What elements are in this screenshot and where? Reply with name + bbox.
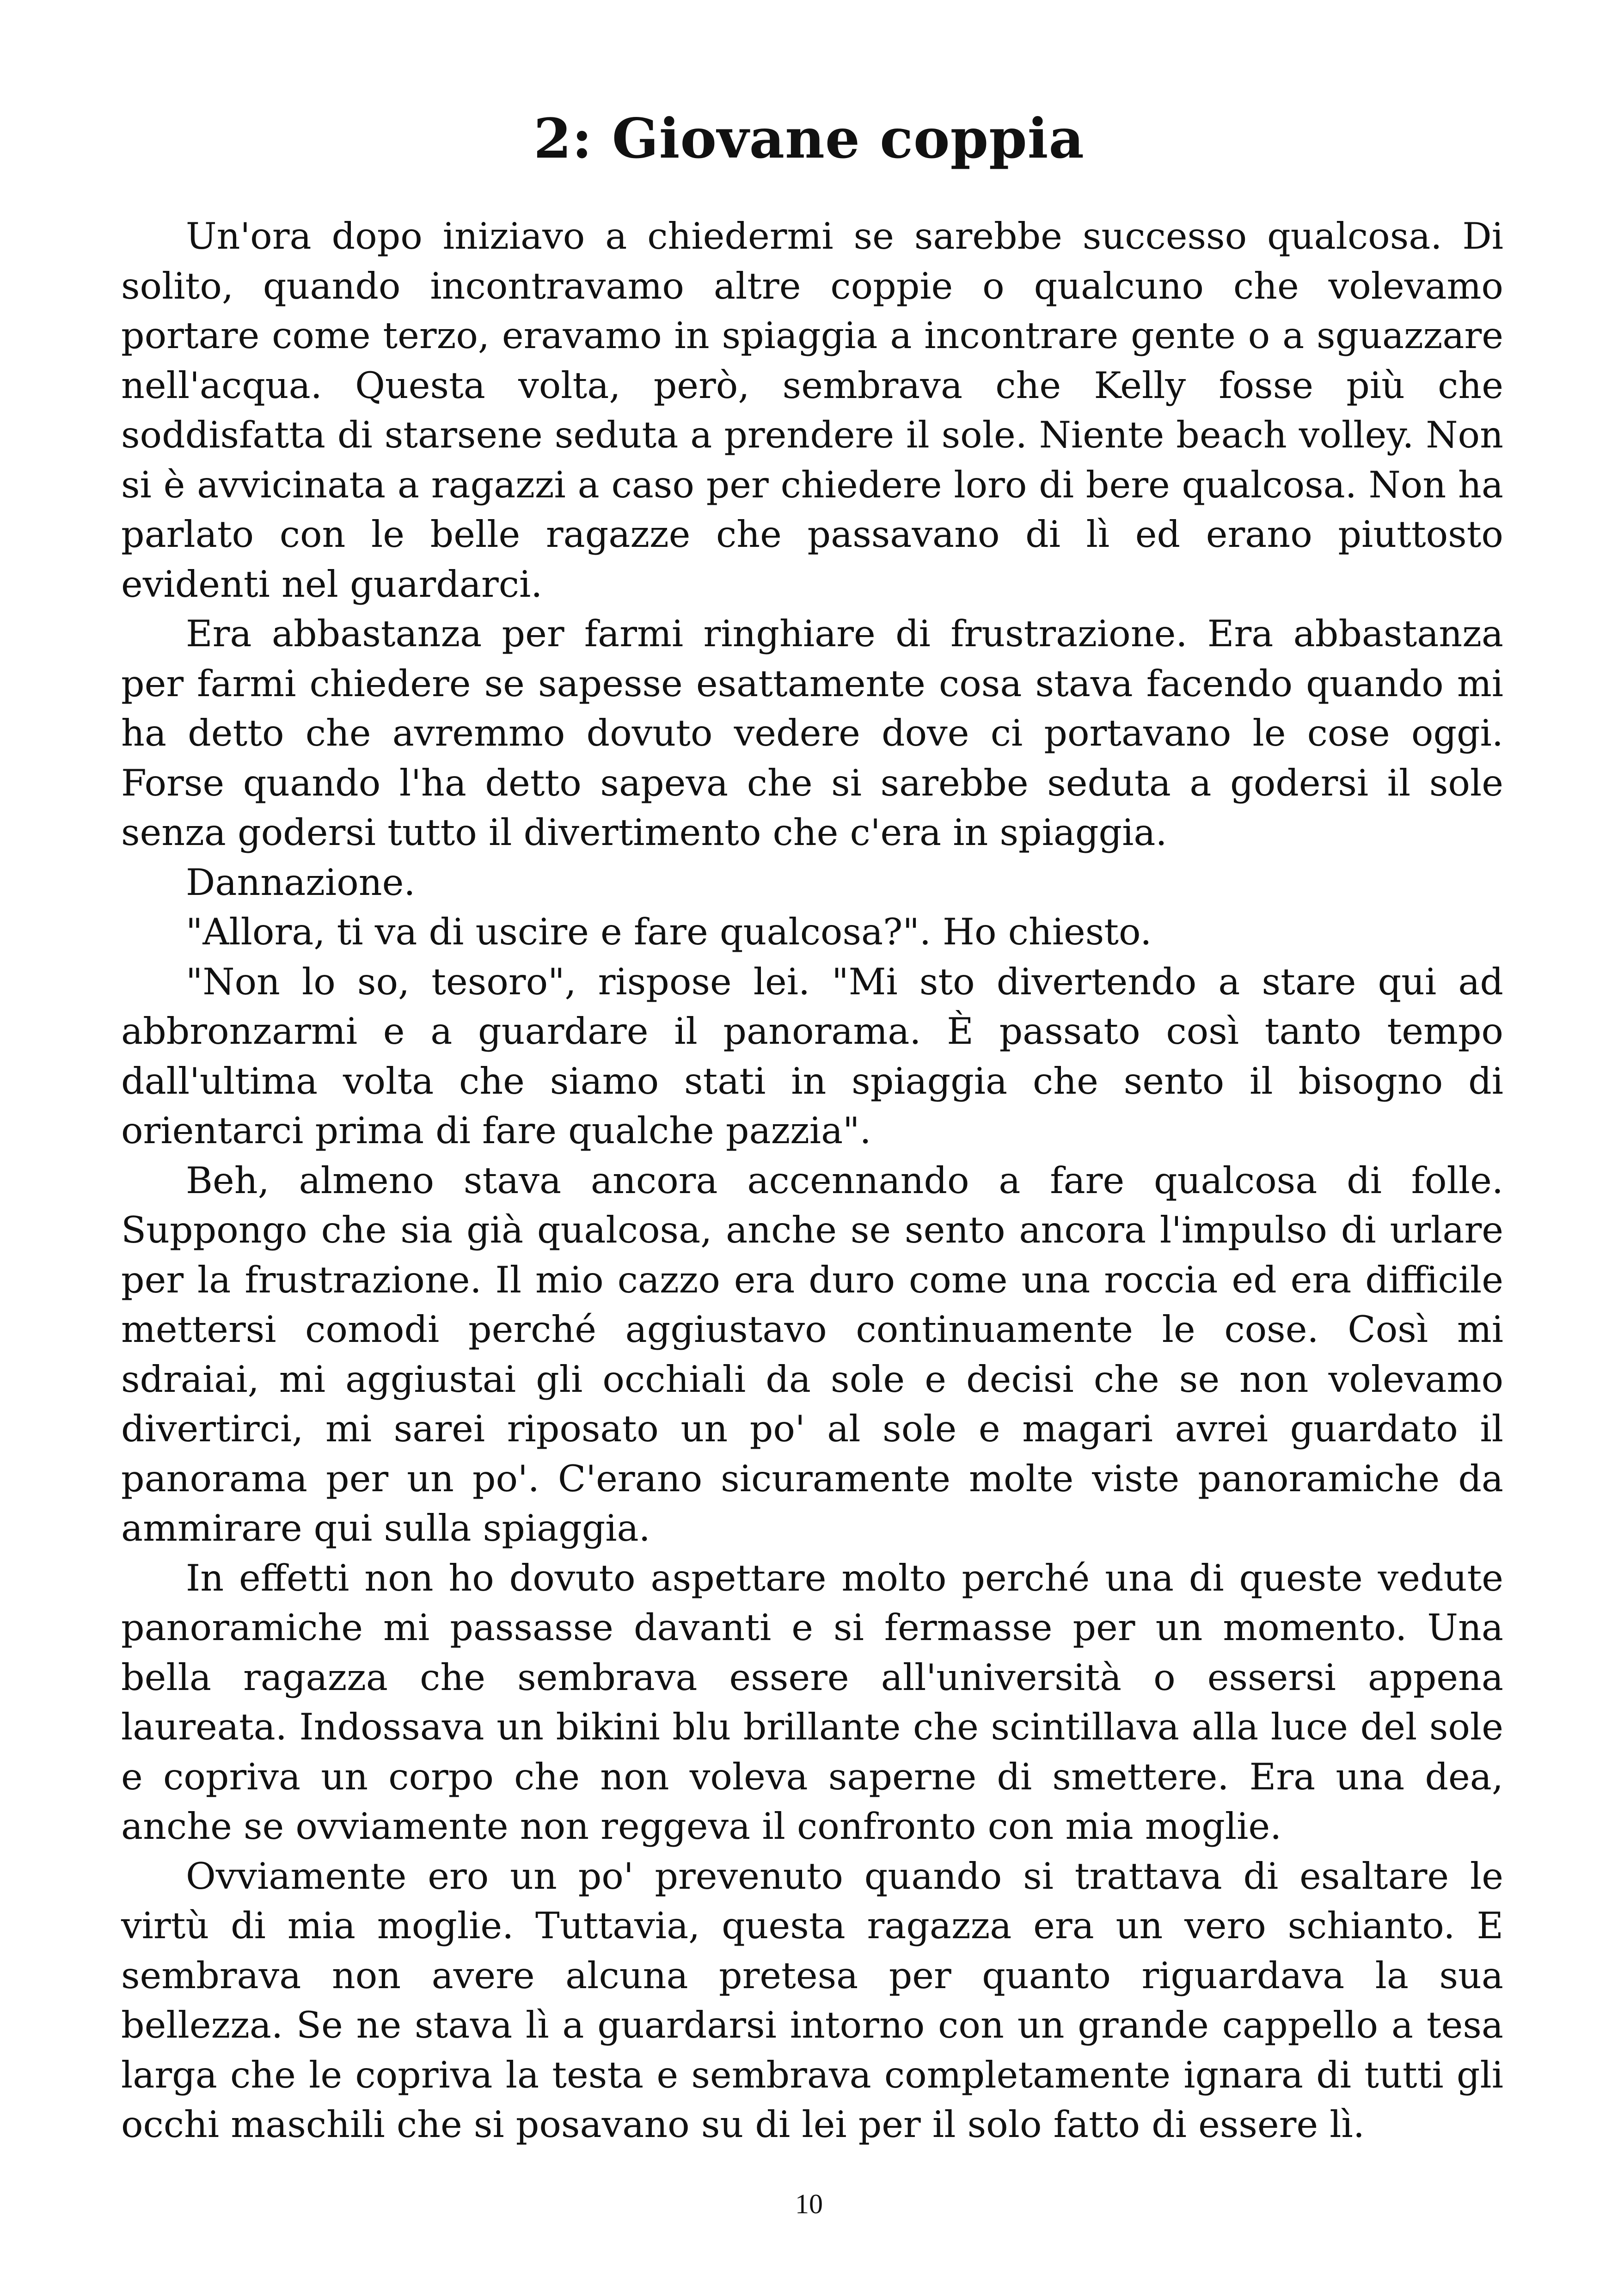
chapter-body bbox=[121, 212, 1503, 2150]
paragraph: "Allora, ti va di uscire e fare qualcosa?". Ho chiesto. bbox=[186, 911, 1152, 953]
paragraph: Beh, almeno stava ancora accennando a fare qualcosa di folle. Suppongo che sia già qualcosa, anche se sento ancora l'impulso di urlare per la frustrazione. Il mio cazzo era duro come una roccia ed era difficile mettersi comodi perché aggiustavo continuamente le cose. Così mi sdraiai, mi aggiustai gli occhiali da sole e decisi che se non volevamo divertirci, mi sarei riposato un po' al sole e magari avrei guardato il panorama per un po'. C'erano sicuramente molte viste panoramiche da ammirare qui sulla spiaggia. bbox=[121, 1159, 1503, 1549]
paragraph: "Non lo so, tesoro", rispose lei. "Mi sto divertendo a stare qui ad abbronzarmi e a guardare il panorama. È passato così tanto tempo dall'ultima volta che siamo stati in spiaggia che sento il bisogno di orientarci prima di fare qualche pazzia". bbox=[121, 960, 1503, 1152]
page-number: 10 bbox=[795, 2189, 823, 2219]
paragraph: Un'ora dopo iniziavo a chiedermi se sarebbe successo qualcosa. Di solito, quando incontravamo altre coppie o qualcuno che volevamo portare come terzo, eravamo in spiaggia a incontrare gente o a sguazzare nell'acqua. Questa volta, però, sembrava che Kelly fosse più che soddisfatta di starsene seduta a prendere il sole. Niente beach volley. Non si è avvicinata a ragazzi a caso per chiedere loro di bere qualcosa. Non ha parlato con le belle ragazze che passavano di lì ed erano piuttosto evidenti nel guardarci. bbox=[121, 215, 1503, 606]
paragraph: Dannazione. bbox=[186, 861, 416, 904]
paragraph: Era abbastanza per farmi ringhiare di frustrazione. Era abbastanza per farmi chiedere se sapesse esattamente cosa stava facendo quando mi ha detto che avremmo dovuto vedere dove ci portavano le cose oggi. Forse quando l'ha detto sapeva che si sarebbe seduta a godersi il sole senza godersi tutto il divertimento che c'era in spiaggia. bbox=[121, 612, 1503, 854]
chapter-title: 2: Giovane coppia bbox=[533, 106, 1085, 171]
paragraph: In effetti non ho dovuto aspettare molto perché una di queste vedute panoramiche mi passasse davanti e si fermasse per un momento. Una bella ragazza che sembrava essere all'università o essersi appena laureata. Indossava un bikini blu brillante che scintillava alla luce del sole e copriva un corpo che non voleva saperne di smettere. Era una dea, anche se ovviamente non reggeva il confronto con mia moglie. bbox=[121, 1556, 1503, 1848]
paragraph: Ovviamente ero un po' prevenuto quando si trattava di esaltare le virtù di mia moglie. Tuttavia, questa ragazza era un vero schianto. E sembrava non avere alcuna pretesa per quanto riguardava la sua bellezza. Se ne stava lì a guardarsi intorno con un grande cappello a tesa larga che le copriva la testa e sembrava completamente ignara di tutti gli occhi maschili che si posavano su di lei per il solo fatto di essere lì. bbox=[121, 1855, 1503, 2146]
